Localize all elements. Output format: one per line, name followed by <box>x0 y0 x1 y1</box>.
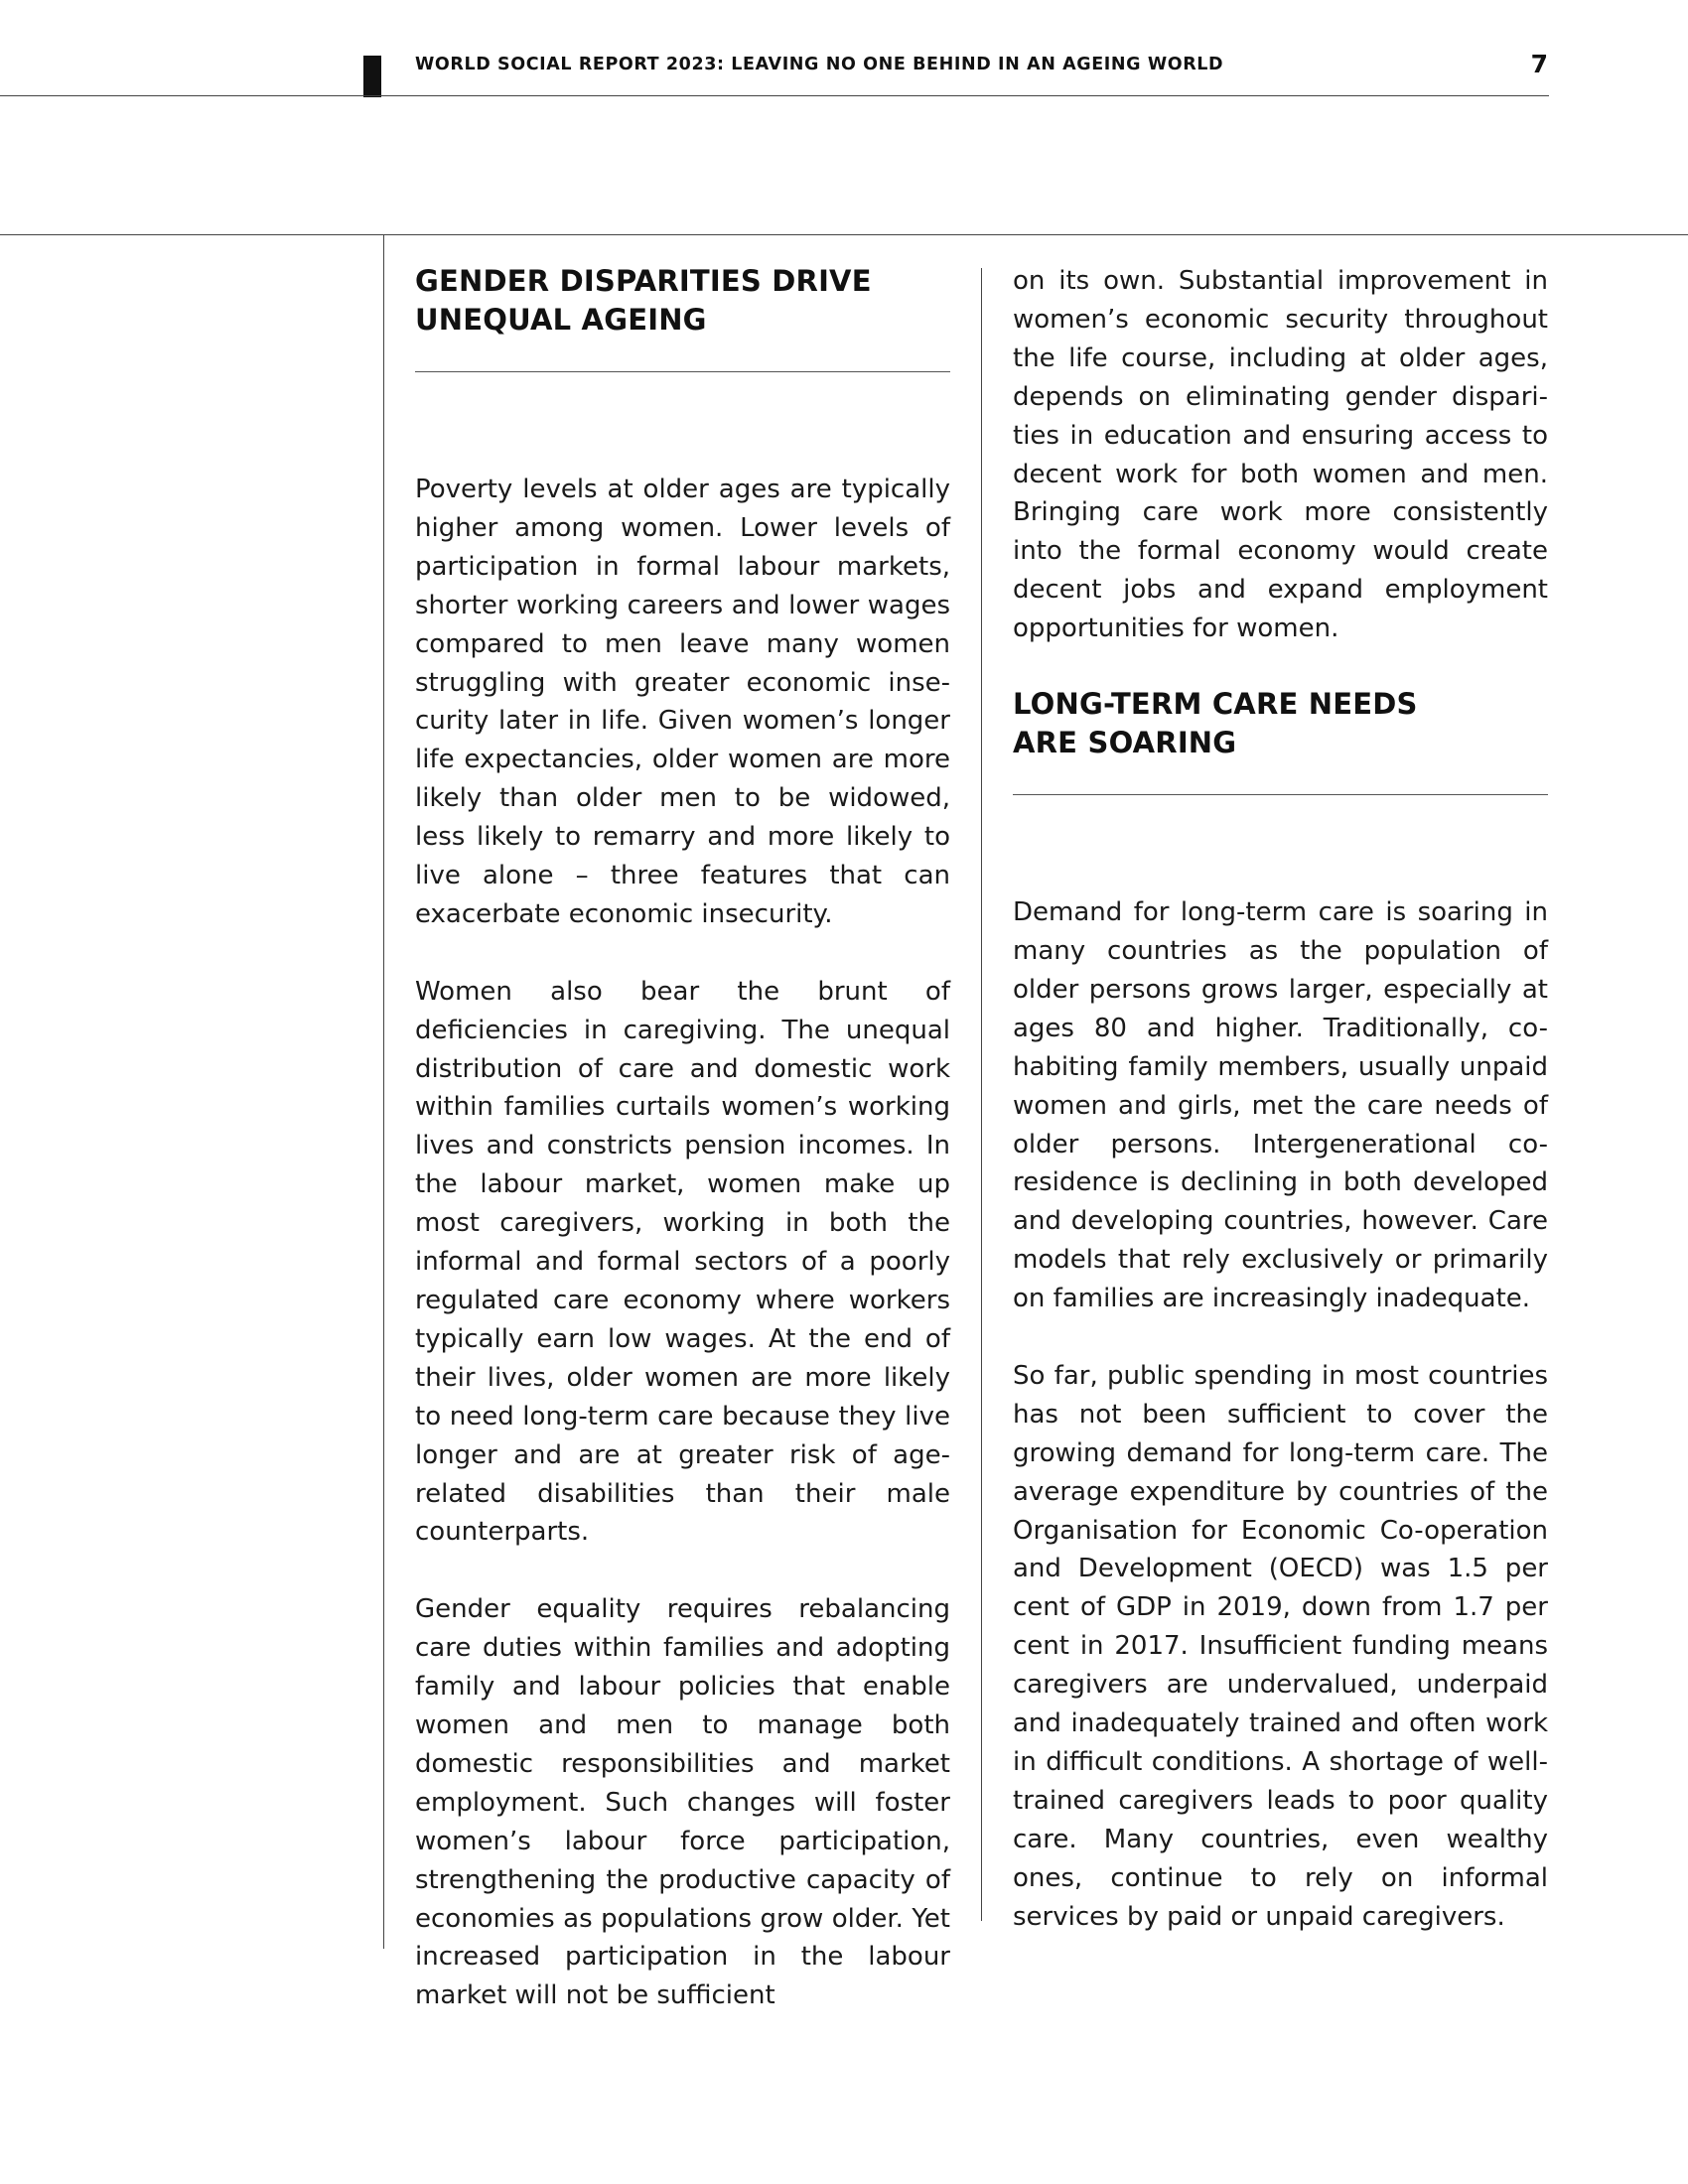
body-paragraph: Gender equality requires rebalancing care duties within families and adopting family and labour policies that enable women and men to manage both domestic responsibilities and market employment. Such changes will foster women’s labour force participation, strengthening the productive capacity of economies as populations grow older. Yet increased participation in the labour market will not be sufficient <box>415 1594 950 2011</box>
body-paragraph: Demand for long-term care is soaring in many countries as the population of older persons grows larger, especially at ages 80 and higher. Traditionally, co-habiting family members, usually unpaid women and girls, met the care needs of older persons. Intergenerational co-residence is declining in both developed and developing countries, however. Care models that rely exclusively or primarily on families are increasingly inadequate. <box>1013 897 1548 1314</box>
section-top-divider <box>0 234 1688 235</box>
heading-line: UNEQUAL AGEING <box>415 303 707 337</box>
body-paragraph-continuation: on its own. Substantial improvement in women’s economic security throughout the life course, including at older ages, depends on eliminating gender disparities in education and ensuring access to decent work for both women and men. Bringing care work more consistently into the formal economy would create decent jobs and expand employment opportunities for women. <box>1013 266 1548 644</box>
left-column <box>415 262 950 2015</box>
header-marker-bar <box>363 56 381 97</box>
section-heading-gender-disparities <box>415 262 950 340</box>
heading-line: ARE SOARING <box>1013 726 1237 760</box>
left-margin-rule <box>383 235 384 1949</box>
section-heading-long-term-care <box>1013 685 1548 762</box>
heading-line: GENDER DISPARITIES DRIVE <box>415 264 872 298</box>
running-header-title: WORLD SOCIAL REPORT 2023: LEAVING NO ONE BEHIND IN AN AGEING WORLD <box>415 55 1224 74</box>
column-divider <box>981 268 982 1921</box>
body-paragraph: Women also bear the brunt of deficiencies in caregiving. The unequal distribution of care and domestic work within families curtails women’s working lives and constricts pension incomes. In the labour market, women make up most caregivers, working in both the informal and formal sectors of a poorly regulated care economy where workers typically earn low wages. At the end of their lives, older women are more likely to need long-term care because they live longer and are at greater risk of age-related disabilities than their male counterparts. <box>415 976 950 1548</box>
body-paragraph: Poverty levels at older ages are typically higher among women. Lower levels of participation in formal labour markets, shorter working careers and lower wages compared to men leave many women struggling with greater economic insecurity later in life. Given women’s longer life expectancies, older women are more likely than older men to be widowed, less likely to remarry and more likely to live alone – three features that can exacerbate economic insecurity. <box>415 475 950 929</box>
heading-line: LONG-TERM CARE NEEDS <box>1013 687 1418 722</box>
header-divider <box>0 95 1549 96</box>
heading-underline <box>1013 794 1548 795</box>
right-column <box>1013 262 1548 1937</box>
page-number: 7 <box>1530 50 1548 78</box>
heading-underline <box>415 371 950 372</box>
body-paragraph: So far, public spending in most countries has not been sufficient to cover the growing demand for long-term care. The average expenditure by countries of the Organisation for Economic Co-operation and Development (OECD) was 1.5 per cent of GDP in 2019, down from 1.7 per cent in 2017. Insufficient funding means caregivers are undervalued, underpaid and inadequately trained and often work in difficult conditions. A shortage of well-trained caregivers leads to poor quality care. Many countries, even wealthy ones, continue to rely on informal services by paid or unpaid caregivers. <box>1013 1360 1548 1932</box>
